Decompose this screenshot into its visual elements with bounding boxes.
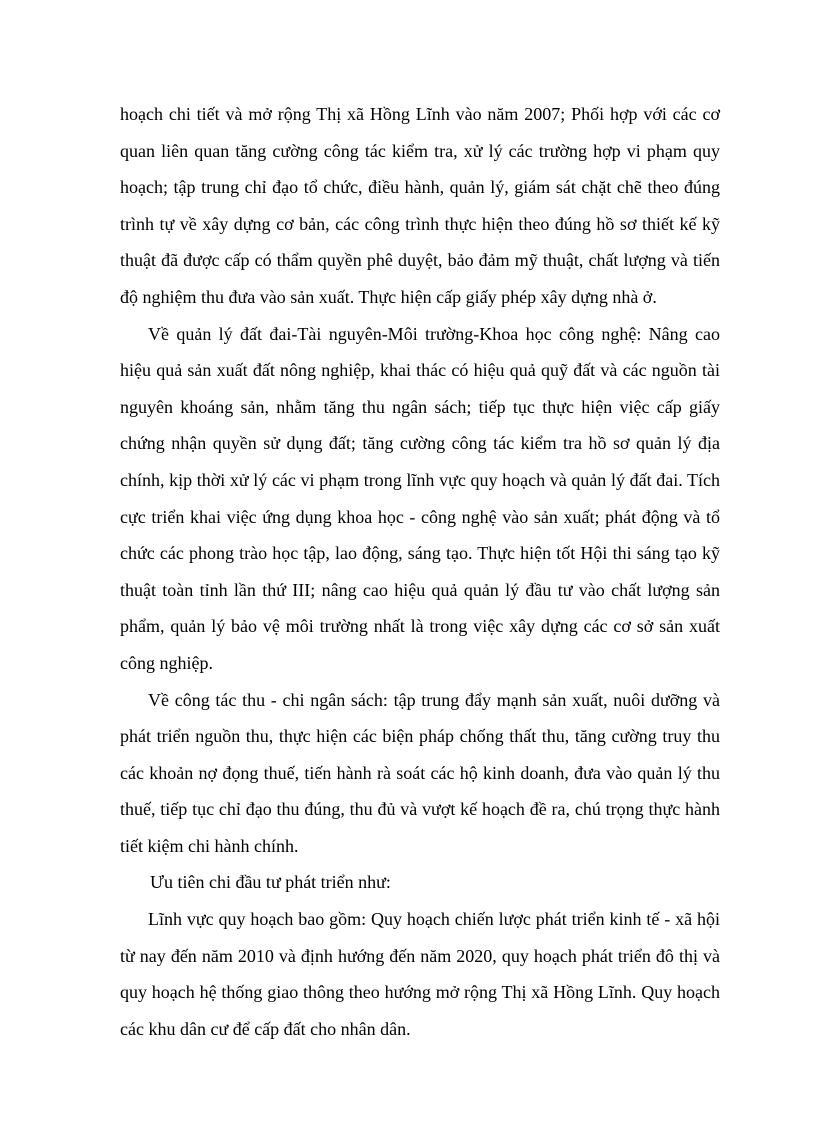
paragraph-investment-priority: Ưu tiên chi đầu tư phát triển như:	[150, 872, 391, 893]
paragraph-budget: Về công tác thu - chi ngân sách: tập trung đẩy mạnh sản xuất, nuôi dưỡng và phát triển nguồn thu, thực hiện các biện pháp chống thất thu, tăng cường truy thu các khoản nợ đọng thuế, tiến hành rà soát các hộ kinh doanh, đưa vào quản lý thu thuế, tiếp tục chỉ đạo thu đúng, thu đủ và vượt kế hoạch đề ra, chú trọng thực hành tiết kiệm chi hành chính.	[120, 689, 720, 856]
paragraph-planning-field: Lĩnh vực quy hoạch bao gồm: Quy hoạch chiến lược phát triển kinh tế - xã hội từ nay đến năm 2010 và định hướng đến năm 2020, quy hoạch phát triển đô thị và quy hoạch hệ thống giao thông theo hướng mở rộng Thị xã Hồng Lĩnh. Quy hoạch các khu dân cư để cấp đất cho nhân dân.	[120, 909, 720, 1039]
paragraph-planning-continuation: hoạch chi tiết và mở rộng Thị xã Hồng Lĩnh vào năm 2007; Phối hợp với các cơ quan liên quan tăng cường công tác kiểm tra, xử lý các trường hợp vi phạm quy hoạch; tập trung chỉ đạo tổ chức, điều hành, quản lý, giám sát chặt chẽ theo đúng trình tự về xây dựng cơ bản, các công trình thực hiện theo đúng hồ sơ thiết kế kỹ thuật đã được cấp có thẩm quyền phê duyệt, bảo đảm mỹ thuật, chất lượng và tiến độ nghiệm thu đưa vào sản xuất. Thực hiện cấp giấy phép xây dựng nhà ở.	[120, 104, 720, 307]
document-body	[120, 96, 720, 1047]
paragraph-land-management: Về quản lý đất đai-Tài nguyên-Môi trường-Khoa học công nghệ: Nâng cao hiệu quả sản xuất đất nông nghiệp, khai thác có hiệu quả quỹ đất và các nguồn tài nguyên khoáng sản, nhằm tăng thu ngân sách; tiếp tục thực hiện việc cấp giấy chứng nhận quyền sử dụng đất; tăng cường công tác kiểm tra hồ sơ quản lý địa chính, kịp thời xử lý các vi phạm trong lĩnh vực quy hoạch và quản lý đất đai. Tích cực triển khai việc ứng dụng khoa học - công nghệ vào sản xuất; phát động và tổ chức các phong trào học tập, lao động, sáng tạo. Thực hiện tốt Hội thi sáng tạo kỹ thuật toàn tỉnh lần thứ III; nâng cao hiệu quả quản lý đầu tư vào chất lượng sản phẩm, quản lý bảo vệ môi trường nhất là trong việc xây dựng các cơ sở sản xuất công nghiệp.	[120, 323, 720, 673]
